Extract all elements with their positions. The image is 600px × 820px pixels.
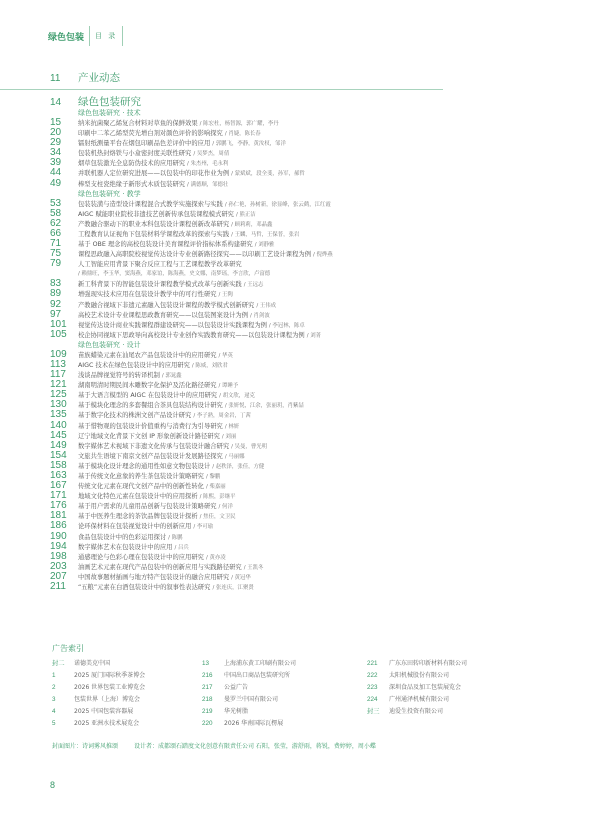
design-articles — [50, 350, 590, 592]
section-title: 产业动态 — [78, 72, 120, 84]
article-title: 中国故事题材插画与地方特产包装设计的融合应用研究 — [78, 573, 230, 581]
ad-name: 2025 亚洲水技术展览会 — [74, 720, 140, 727]
article-entry[interactable] — [50, 209, 590, 219]
article-title: 镭射纸测量平台在烟包印刷品色差评价中的应用 — [78, 140, 211, 148]
article-title: 基于模块化设计理念的通用性如意文物包装设计 — [78, 462, 211, 470]
page-number: 130 — [50, 399, 67, 411]
header-title: 目 录 — [95, 32, 118, 40]
article-entry[interactable] — [50, 320, 590, 330]
ad-name: 曼罗兰中国有限公司 — [224, 696, 279, 703]
article-authors: / 赵秩泽，张佳，方健 — [212, 463, 265, 470]
page-number: 62 — [50, 217, 62, 229]
article-authors: / 肖剑波 — [250, 312, 270, 319]
article-entry[interactable] — [50, 562, 590, 572]
page-number: 97 — [50, 308, 62, 320]
article-title: 传统文化元素在现代文创产品中的创新性转化 — [78, 483, 204, 491]
ad-page: 4 — [52, 708, 56, 715]
ad-entry[interactable] — [367, 658, 467, 670]
ad-page: 216 — [202, 672, 213, 679]
ad-index — [52, 658, 572, 730]
article-entry[interactable] — [50, 370, 590, 380]
article-entry[interactable] — [50, 310, 590, 320]
tech-articles — [50, 118, 590, 189]
article-authors: / 顾莉莉，邓晶鑫 — [231, 221, 273, 228]
article-title: 人工智能应用背景下聚合反应工程与工艺课程教学改革研究 — [78, 261, 242, 269]
article-entry[interactable] — [50, 410, 590, 420]
ad-page: 224 — [367, 696, 378, 703]
page-number: 186 — [50, 520, 67, 532]
magazine-brand: 绿色包装 — [48, 32, 85, 43]
article-authors: / 刘静雅 — [254, 242, 275, 249]
article-authors: / 何洋 — [218, 504, 233, 511]
page-number: 75 — [50, 248, 62, 260]
article-authors: / 黎鹏 — [205, 474, 221, 480]
article-title: 产教融合视域下非遗元素融入包装设计课程的教学模式创新研究 — [78, 301, 255, 309]
page-number: 154 — [50, 449, 67, 461]
article-authors: / 朱杰州，毛永利 — [187, 161, 229, 168]
page-number: 163 — [50, 470, 67, 481]
page-number: 29 — [50, 137, 62, 149]
header-divider — [89, 26, 90, 46]
article-entry[interactable] — [50, 390, 590, 400]
page-number: 34 — [50, 147, 62, 159]
article-authors: / 陈熙，彭继平 — [199, 494, 236, 501]
ad-name: 包装世界（上海）博览会 — [74, 696, 141, 703]
page-number: 11 — [50, 73, 61, 84]
subsection-edu: 绿色包装研究 · 教学 — [78, 189, 141, 198]
ad-page: 1 — [52, 672, 56, 679]
table-of-contents — [50, 70, 590, 592]
article-entry[interactable] — [50, 249, 590, 259]
ad-name: 广东东田转印新材料有限公司 — [389, 660, 468, 667]
article-title: AIGC 技术在绿色包装设计中的应用研究 — [78, 361, 190, 369]
article-authors: / 王麟，马哲，王保普，张岩 — [231, 231, 300, 238]
page-number: 109 — [50, 348, 67, 360]
article-authors: / 马丽娜 — [224, 453, 245, 460]
article-authors: / 刘丽 — [221, 433, 237, 440]
article-entry[interactable] — [50, 219, 590, 229]
article-entry[interactable] — [50, 259, 590, 269]
page-number: 15 — [50, 117, 62, 128]
article-title: 通感理论与色彩心理在包装设计中的应用研究 — [78, 553, 204, 561]
article-title: 纳米抗菌聚乙烯复合材料对草鱼的保鲜效果 — [78, 120, 198, 127]
ad-name: 太阳机械股份有限公司 — [389, 672, 450, 679]
article-entry[interactable] — [50, 360, 590, 370]
ad-name: 迪爱生投资有限公司 — [389, 708, 444, 715]
page-number: 117 — [50, 369, 66, 381]
article-authors: / 谭睡予 — [218, 383, 239, 390]
ad-name: 2026 世界包装工业博览会 — [74, 684, 146, 691]
ad-entry[interactable] — [52, 658, 202, 670]
article-title: 湖南明清时期民间木雕数字化保护及活化路径研究 — [78, 382, 217, 390]
article-title: 基于中医养生理念的茶饮品牌包装设计探析 — [78, 513, 198, 521]
article-entry[interactable] — [50, 400, 590, 410]
article-entry[interactable] — [50, 239, 590, 249]
article-title: 并联机器人定位研究进展——以包装中的印花作业为例 — [78, 170, 230, 178]
page-number: 176 — [50, 500, 67, 512]
article-authors: / 柴嘉丽 — [205, 484, 226, 491]
page-number: 53 — [50, 197, 62, 209]
ad-name: 广州通泽机械有限公司 — [389, 696, 450, 703]
page-number: 198 — [50, 550, 67, 562]
article-authors: / 王陶 — [218, 292, 233, 299]
ad-page: 217 — [202, 684, 213, 691]
article-title: 基于惜物观的包装设计价值重构与消费行为引导研究 — [78, 422, 223, 430]
page-number: 203 — [50, 560, 67, 572]
article-authors: / 胡文欣，逯克 — [219, 393, 255, 400]
page-number: 14 — [50, 97, 62, 108]
article-authors: / 王远志 — [243, 282, 264, 289]
article-entry[interactable] — [50, 279, 590, 289]
article-title: 文旅共生语境下南京文创产品包装设计发展路径探究 — [78, 452, 223, 460]
article-title: 棒型支柱瓷绝缘子新形式木质包装研究 — [78, 180, 186, 188]
page-number: 105 — [50, 328, 67, 340]
article-authors: / 焦佳，文卫民 — [199, 514, 236, 521]
ad-page: 2 — [52, 684, 56, 691]
article-entry[interactable] — [50, 461, 590, 471]
article-authors: / 孙仁艳，孙树新，徐显峰，张云鹤，江红霞 — [224, 201, 331, 208]
ad-name: 华光树脂 — [224, 708, 249, 715]
ad-entry[interactable] — [52, 670, 202, 682]
page-number: 125 — [50, 389, 67, 401]
article-entry[interactable] — [50, 128, 590, 138]
article-title: 基于数字化技术的株洲文创产品设计研究 — [78, 412, 192, 420]
article-title: 校企协同视域下思政导向高校设计专业创作实践教育研究——以包装设计课程为例 — [78, 331, 305, 339]
article-entry[interactable] — [50, 421, 590, 431]
ad-entry[interactable] — [367, 682, 467, 694]
article-title: “五粮”元素在白酒包装设计中的叙事性表达研究 — [78, 584, 211, 592]
article-entry[interactable] — [50, 501, 590, 511]
article-entry[interactable] — [50, 118, 590, 128]
page-number: 49 — [50, 177, 62, 189]
article-title: 产教融合驱动下的职业本科包装设计课程创新改革研究 — [78, 220, 230, 228]
article-entry[interactable] — [50, 552, 590, 562]
page-number: 44 — [50, 167, 62, 179]
ad-page: 220 — [202, 720, 213, 727]
section-green-packaging[interactable] — [50, 94, 590, 108]
ad-entry[interactable] — [202, 658, 367, 670]
ad-page: 5 — [52, 720, 56, 727]
article-authors: / 郭晁鑫 — [161, 373, 182, 380]
subsection-design: 绿色包装研究 · 设计 — [78, 340, 141, 349]
ad-column-2 — [202, 658, 367, 730]
article-title: 苗族蜡染元素在汕尾农产品包装设计中的应用研究 — [78, 351, 217, 359]
article-entry[interactable] — [50, 491, 590, 501]
edu-articles — [50, 199, 590, 340]
article-entry[interactable] — [50, 168, 590, 178]
article-title: 工程教育认证视角下包装材料学课程改革的探索与实践 — [78, 230, 230, 238]
article-authors: / 刘菁 — [306, 332, 321, 339]
ad-column-1 — [52, 658, 202, 730]
ad-page: 3 — [52, 696, 56, 703]
ad-entry[interactable] — [52, 706, 202, 718]
page-number: 167 — [50, 480, 67, 492]
article-title: 基于传统文化意象的养生茶包装设计策略研究 — [78, 473, 204, 480]
article-title: 浅谈品牌视觉符号的转译机制 — [78, 372, 160, 380]
article-title: 论环保材料在包装视觉设计中的创新应用 — [78, 523, 192, 531]
ad-entry[interactable] — [367, 670, 467, 682]
article-title: 地域文化特色元素在包装设计中的应用探析 — [78, 493, 198, 501]
article-authors: / 王伟成 — [256, 302, 277, 309]
article-title: 辽宁地域文化背景下文创 IP 形象创新设计路径研究 — [78, 432, 220, 440]
article-authors: / 蒙斌斌，段全斐，孙军，郝哲 — [231, 171, 305, 178]
ad-entry[interactable] — [202, 670, 367, 682]
article-authors: / 倪烨燕 — [312, 252, 333, 259]
page-number: 58 — [50, 207, 62, 219]
subsection-tech: 绿色包装研究 · 技术 — [78, 109, 141, 117]
article-title: 烟草包装激光全息防伪技术的应用研究 — [78, 160, 186, 168]
article-title: 印刷中二苯乙烯型荧光增白剂对颜色评价的影响探究 — [78, 130, 223, 138]
article-title: 数字媒体艺术在包装设计中的应用 — [78, 543, 173, 551]
article-authors: / 陈宏杜，杨智源，郭广耀，李丹 — [199, 121, 279, 127]
article-title: 基于大语言模型的 AIGC 在包装设计中的应用研究 — [78, 392, 218, 400]
article-authors: / 林妍 — [224, 423, 240, 430]
article-authors: / 郭鹏飞，李静，黄汝权，邹洋 — [212, 141, 286, 148]
article-authors: / 陈威，刘欣君 — [191, 362, 228, 369]
ad-entry[interactable] — [367, 694, 467, 706]
article-entry[interactable] — [50, 148, 590, 158]
article-title: 基于 OBE 理念的高校包装设计美育课程评价指标体系构建研究 — [78, 241, 253, 249]
ad-name: 深圳食品及加工包装展览会 — [389, 684, 462, 691]
article-entry[interactable] — [50, 229, 590, 239]
article-entry[interactable] — [50, 582, 590, 592]
article-authors: / 吴梦杰，周倩 — [193, 151, 230, 158]
article-title: 油画艺术元素在现代产品包装中的创新应用与实践路径研究 — [78, 563, 242, 571]
ad-name: 2025 中国包装容器展 — [74, 708, 134, 715]
ad-column-3 — [367, 658, 467, 730]
article-title: 数字媒体艺术视域下非遗文化传承与包装设计融合研究 — [78, 442, 230, 450]
article-entry[interactable] — [50, 542, 590, 552]
header-divider — [122, 26, 123, 46]
ad-page: 221 — [367, 660, 378, 667]
ad-page: 13 — [202, 660, 210, 667]
section-title: 绿色包装研究 — [78, 96, 141, 108]
page-number: 207 — [50, 570, 67, 582]
page-number: 89 — [50, 288, 62, 300]
ad-entry[interactable] — [52, 694, 202, 706]
article-authors: / 张连庆，江聚贤 — [212, 585, 254, 592]
article-authors: / 张妍悦，江余，张丽玥，肖紫喆 — [224, 403, 304, 410]
article-entry[interactable] — [50, 532, 590, 542]
article-authors: / 肖婕，陈长春 — [224, 131, 261, 138]
ad-entry[interactable] — [367, 706, 467, 718]
ad-name: 2025 厦门国际秋季茶博会 — [74, 672, 146, 679]
section-industry[interactable] — [50, 70, 590, 84]
ad-entry[interactable] — [52, 718, 202, 730]
page-number: 20 — [50, 127, 62, 139]
ad-name: 诺德美克中国 — [74, 660, 111, 667]
article-title: 高校艺术设计专业课程思政教育研究——以包装图案设计为例 — [78, 311, 249, 319]
article-title: 基于模块化理念的多套餐组合茶具包装结构设计研究 — [78, 402, 223, 410]
ad-page: 218 — [202, 696, 213, 703]
page-number: 158 — [50, 459, 67, 471]
ad-page: 222 — [367, 672, 378, 679]
article-authors: / 吴曼，曹光明 — [231, 443, 267, 450]
ad-name: 2026 华南国际瓦楞展 — [224, 720, 284, 727]
ad-name: 公益广告 — [224, 684, 249, 691]
article-authors: / 熊正洁 — [235, 211, 256, 218]
article-authors: / 王凯冬 — [243, 564, 264, 571]
page-header — [48, 24, 128, 48]
page-number: 211 — [50, 581, 66, 593]
article-entry[interactable] — [50, 199, 590, 209]
article-entry[interactable] — [50, 380, 590, 390]
page-number: 135 — [50, 409, 67, 421]
article-authors: / 满德顺，邹德壮 — [187, 181, 229, 188]
ad-page: 219 — [202, 708, 213, 715]
page-number: 39 — [50, 157, 62, 169]
article-entry[interactable] — [50, 451, 590, 461]
page-number: 181 — [50, 510, 67, 522]
page-number-footer: 8 — [50, 780, 56, 790]
article-authors: / 李子熟，周金岩，丁茜 — [193, 413, 251, 420]
ad-name: 上海浦东黄工印刷有限公司 — [224, 660, 297, 667]
article-entry[interactable] — [50, 350, 590, 360]
article-entry[interactable] — [50, 441, 590, 451]
article-entry[interactable] — [50, 511, 590, 521]
page-number: 101 — [50, 318, 67, 330]
page-number: 121 — [50, 379, 67, 391]
ad-entry[interactable] — [202, 694, 367, 706]
article-title: AIGC 赋能职业院校非遗技艺创新传承包装课程模式研究 — [78, 210, 234, 218]
page-number: 171 — [50, 490, 67, 502]
ad-name: 中国出口商品包装研究所 — [224, 672, 291, 679]
article-entry[interactable] — [50, 138, 590, 148]
ad-entry[interactable] — [202, 706, 367, 718]
article-entry[interactable] — [50, 572, 590, 582]
article-authors: / 李可瑜 — [193, 524, 214, 531]
article-authors: / 华英 — [218, 352, 233, 359]
page-number: 79 — [50, 258, 62, 270]
article-entry[interactable] — [50, 521, 590, 531]
article-title: 视觉传达设计商业实践课程群建设研究——以包装设计实践课程为例 — [78, 321, 267, 329]
ad-entry[interactable] — [52, 682, 202, 694]
cover-credit: 封面图片：诗词雾风推颂 — [52, 743, 119, 750]
ad-entry[interactable] — [202, 718, 367, 730]
article-authors: / 黄冠华 — [231, 574, 251, 581]
page-number: 92 — [50, 298, 62, 310]
article-entry[interactable] — [50, 289, 590, 299]
page-number: 113 — [50, 358, 66, 370]
ad-entry[interactable] — [202, 682, 367, 694]
page-number: 140 — [50, 419, 67, 431]
article-entry[interactable] — [50, 300, 590, 310]
designer-credit: 设计者：成都颂石踏度文化创意有限责任公司 石阳，张莹，游舒雨，蒋锐，费婷婷，周小蝶 — [133, 743, 376, 750]
article-entry[interactable] — [50, 481, 590, 491]
article-entry[interactable] — [50, 471, 590, 481]
article-entry[interactable] — [50, 179, 590, 189]
page-number: 145 — [50, 429, 67, 441]
article-entry[interactable] — [50, 431, 590, 441]
ad-index-title: 广告索引 — [52, 644, 84, 653]
page-number: 194 — [50, 540, 67, 552]
article-authors: / 李冠林，陈卓 — [268, 322, 305, 329]
article-title: 新工科背景下的智能包装设计课程教学模式改革与创新实践 — [78, 281, 242, 289]
article-authors: / 赖鼎旺，李玉华，窦海燕，邓家谊，陈海燕，史文娜，南梦瑶，李言欣，卢富德 — [78, 271, 271, 278]
article-entry[interactable] — [50, 330, 590, 340]
page-number: 66 — [50, 227, 62, 239]
ad-page: 封二 — [52, 660, 65, 667]
page-number: 83 — [50, 278, 62, 290]
ad-page: 封三 — [367, 708, 380, 715]
article-title: 包装机热封烙铁与小盒密封度关联性研究 — [78, 150, 192, 158]
page-number: 149 — [50, 439, 67, 451]
ad-page: 223 — [367, 684, 378, 691]
article-entry[interactable] — [50, 158, 590, 168]
article-title: 课程思政融入高职院校视觉传达设计专业创新路径探究——以印刷工艺设计课程为例 — [78, 251, 311, 259]
article-title: 包装装潢与造型设计课程混合式教学实施探索与实践 — [78, 200, 223, 208]
article-authors: / 黄亦凌 — [205, 554, 226, 561]
credits — [52, 741, 390, 750]
page-number: 190 — [50, 530, 67, 542]
article-title: 增强现实技术应用在包装设计教学中的可行性研究 — [78, 291, 217, 299]
article-authors: / 陈鹏 — [168, 534, 183, 541]
article-title: 食品包装设计中的色彩运用探讨 — [78, 533, 167, 541]
article-authors: / 吕兵 — [174, 544, 189, 551]
article-title: 基于用户需求的儿童用品创新与包装设计策略研究 — [78, 503, 217, 511]
page-number: 71 — [50, 238, 62, 250]
